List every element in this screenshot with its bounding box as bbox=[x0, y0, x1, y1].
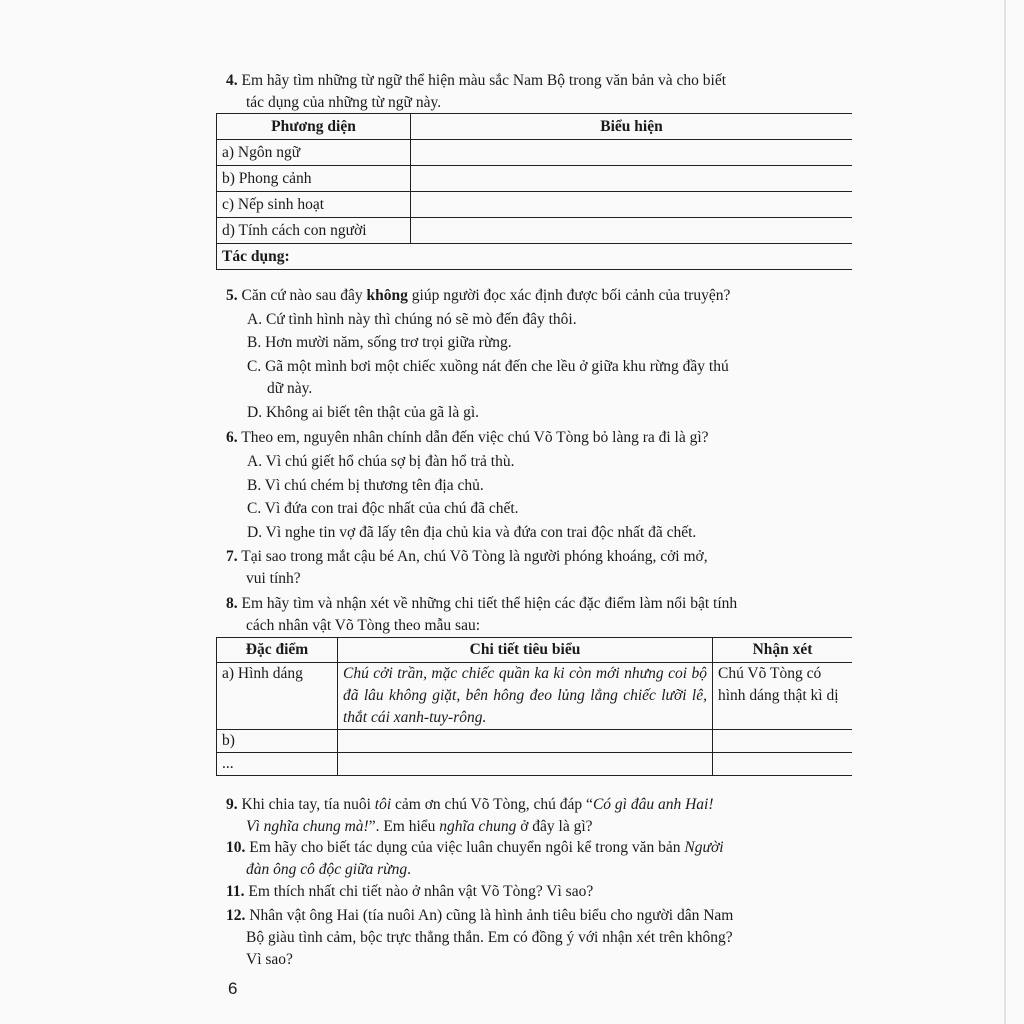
question-number: 6. bbox=[226, 429, 238, 446]
option-text: C. Gã một mình bơi một chiếc xuồng nát đến che lều ở giữa khu rừng đầy thú bbox=[247, 358, 729, 375]
question-text-cont: vui tính? bbox=[246, 570, 301, 587]
table-footer-row bbox=[217, 244, 853, 270]
question-emphasis: không bbox=[366, 287, 408, 304]
question-text: cảm ơn chú Võ Tòng, chú đáp “ bbox=[395, 796, 593, 813]
table-row bbox=[217, 166, 853, 192]
page-number: 6 bbox=[228, 979, 238, 998]
question-9 bbox=[226, 794, 852, 838]
comment-cell: Chú Võ Tòng có hình dáng thật kì dị bbox=[713, 663, 853, 730]
table-row bbox=[217, 753, 853, 776]
question-text-cont: Vì sao? bbox=[246, 951, 293, 968]
option-d[interactable]: D. Không ai biết tên thật của gã là gì. bbox=[247, 404, 480, 421]
question-text-cont bbox=[226, 816, 852, 838]
question-number: 10. bbox=[226, 839, 246, 856]
row-label-personality: d) Tính cách con người bbox=[217, 218, 411, 244]
question-text: Khi chia tay, tía nuôi bbox=[241, 796, 371, 813]
question-italic: nghĩa chung bbox=[439, 818, 517, 835]
header-detail: Chi tiết tiêu biểu bbox=[338, 638, 713, 663]
question-text: ”. Em hiểu bbox=[368, 818, 436, 835]
header-aspect: Phương diện bbox=[217, 114, 411, 140]
question-5 bbox=[226, 285, 852, 307]
question-text-cont: cách nhân vật Võ Tòng theo mẫu sau: bbox=[246, 617, 481, 634]
question-6 bbox=[226, 427, 852, 449]
option-c[interactable]: C. Vì đứa con trai độc nhất của chú đã chết. bbox=[247, 500, 519, 517]
question-number: 12. bbox=[226, 907, 246, 924]
question-11 bbox=[226, 881, 852, 903]
table-character-traits bbox=[216, 637, 852, 776]
comment-cell[interactable] bbox=[713, 730, 853, 753]
quote-text: Có gì đâu anh Hai! bbox=[592, 796, 714, 813]
table-row bbox=[217, 192, 853, 218]
question-text-cont: tác dụng của những từ ngữ này. bbox=[246, 94, 442, 111]
comment-cell[interactable] bbox=[713, 753, 853, 776]
table-regional-features bbox=[216, 113, 852, 270]
question-text: Em hãy tìm và nhận xét về những chi tiết thể hiện các đặc điểm làm nổi bật tính bbox=[241, 595, 738, 612]
question-number: 9. bbox=[226, 796, 238, 813]
question-10 bbox=[226, 837, 852, 881]
question-italic: Người bbox=[684, 839, 724, 856]
row-label-scenery: b) Phong cảnh bbox=[217, 166, 411, 192]
detail-cell[interactable] bbox=[338, 753, 713, 776]
detail-cell[interactable] bbox=[338, 730, 713, 753]
detail-cell: Chú cởi trần, mặc chiếc quần ka ki còn mới nhưng coi bộ đã lâu không giặt, bên hông đeo lủng lẳng chiếc lưỡi lê, thắt cái xanh-tuy-rông. bbox=[338, 663, 713, 730]
header-trait: Đặc điểm bbox=[217, 638, 338, 663]
option-a[interactable]: A. Vì chú giết hổ chúa sợ bị đàn hổ trả thù. bbox=[247, 453, 515, 470]
option-b[interactable]: B. Hơn mười năm, sống trơ trọi giữa rừng. bbox=[247, 334, 512, 351]
question-text: Tại sao trong mắt cậu bé An, chú Võ Tòng là người phóng khoáng, cởi mở, bbox=[241, 548, 708, 565]
trait-b: b) bbox=[217, 730, 338, 753]
question-text: Căn cứ nào sau đây bbox=[241, 287, 363, 304]
table-row bbox=[217, 663, 853, 730]
question-italic: tôi bbox=[374, 796, 392, 813]
question-12 bbox=[226, 905, 852, 971]
trait-more: ... bbox=[217, 753, 338, 776]
question-italic: đàn ông cô độc giữa rừng bbox=[246, 861, 408, 878]
trait-appearance: a) Hình dáng bbox=[217, 663, 338, 730]
question-number: 8. bbox=[226, 595, 238, 612]
question-8 bbox=[226, 593, 852, 637]
header-expression: Biểu hiện bbox=[411, 114, 853, 140]
row-label-lifestyle: c) Nếp sinh hoạt bbox=[217, 192, 411, 218]
question-text: Theo em, nguyên nhân chính dẫn đến việc chú Võ Tòng bỏ làng ra đi là gì? bbox=[241, 429, 709, 446]
effect-label[interactable]: Tác dụng: bbox=[217, 244, 853, 270]
header-comment: Nhận xét bbox=[713, 638, 853, 663]
table-row bbox=[217, 218, 853, 244]
question-text: Em thích nhất chi tiết nào ở nhân vật Võ Tòng? Vì sao? bbox=[248, 883, 594, 900]
question-text: giúp người đọc xác định được bối cảnh của truyện? bbox=[411, 287, 731, 304]
answer-cell[interactable] bbox=[411, 140, 853, 166]
option-text-cont: dữ này. bbox=[267, 380, 313, 397]
question-7 bbox=[226, 546, 852, 590]
option-d[interactable]: D. Vì nghe tin vợ đã lấy tên địa chủ kia và đứa con trai độc nhất đã chết. bbox=[247, 524, 697, 541]
question-number: 5. bbox=[226, 287, 238, 304]
option-b[interactable]: B. Vì chú chém bị thương tên địa chủ. bbox=[247, 477, 484, 494]
answer-cell[interactable] bbox=[411, 218, 853, 244]
question-4 bbox=[226, 70, 852, 114]
question-number: 4. bbox=[226, 72, 238, 89]
question-text: Nhân vật ông Hai (tía nuôi An) cũng là hình ảnh tiêu biểu cho người dân Nam bbox=[249, 907, 734, 924]
table-row bbox=[217, 730, 853, 753]
answer-cell[interactable] bbox=[411, 166, 853, 192]
question-text: ở đây là gì? bbox=[520, 818, 593, 835]
question-text: . bbox=[407, 861, 412, 878]
question-text: Em hãy tìm những từ ngữ thể hiện màu sắc Nam Bộ trong văn bản và cho biết bbox=[241, 72, 727, 89]
question-number: 7. bbox=[226, 548, 238, 565]
option-a[interactable]: A. Cứ tình hình này thì chúng nó sẽ mò đến đây thôi. bbox=[247, 311, 577, 328]
question-text-cont bbox=[226, 859, 852, 881]
table-header-row bbox=[217, 638, 853, 663]
option-c[interactable] bbox=[247, 356, 851, 400]
question-text: Em hãy cho biết tác dụng của việc luân chuyển ngôi kể trong văn bản bbox=[249, 839, 681, 856]
row-label-language: a) Ngôn ngữ bbox=[217, 140, 411, 166]
table-row bbox=[217, 140, 853, 166]
question-text-cont: Bộ giàu tình cảm, bộc trực thẳng thắn. Em có đồng ý với nhận xét trên không? bbox=[246, 929, 733, 946]
question-number: 11. bbox=[226, 883, 245, 900]
answer-cell[interactable] bbox=[411, 192, 853, 218]
quote-text: Vì nghĩa chung mà! bbox=[246, 818, 369, 835]
table-header-row bbox=[217, 114, 853, 140]
page-edge-divider bbox=[1004, 0, 1006, 1024]
